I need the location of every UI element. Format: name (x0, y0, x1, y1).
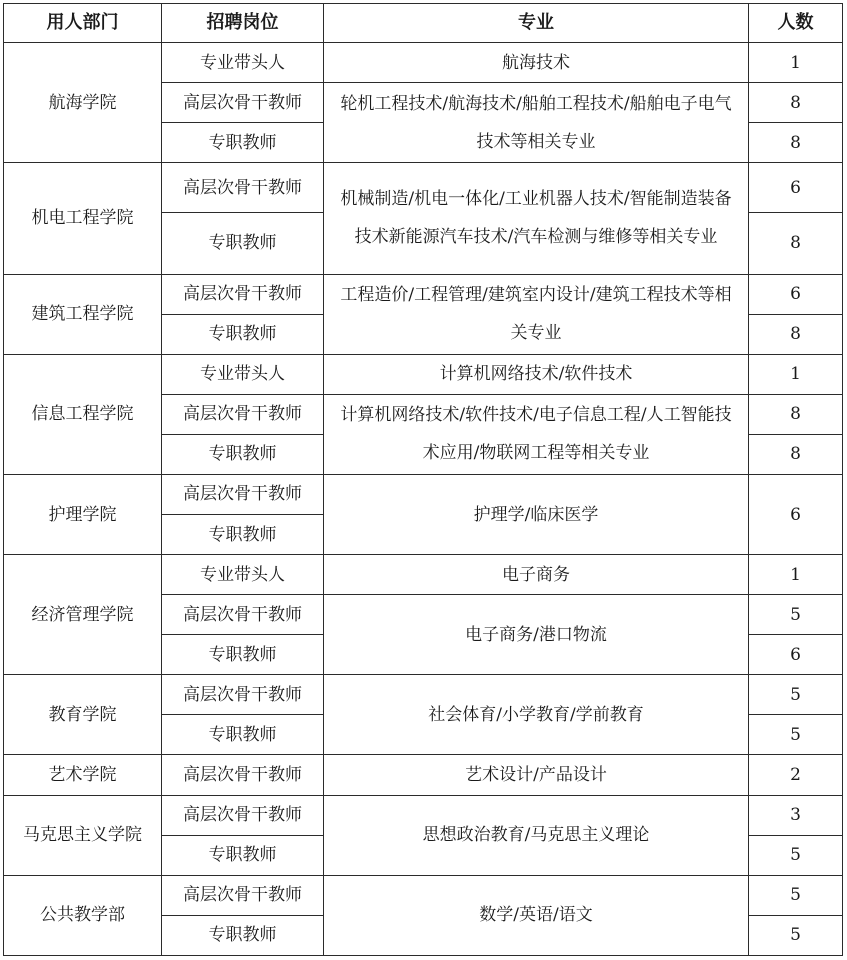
major-cell: 轮机工程技术/航海技术/船舶工程技术/船舶电子电气技术等相关专业 (324, 83, 749, 163)
position-cell: 专职教师 (162, 715, 324, 755)
position-cell: 专职教师 (162, 314, 324, 354)
major-cell: 电子商务/港口物流 (324, 595, 749, 675)
table-row (4, 274, 843, 314)
position-cell: 专职教师 (162, 635, 324, 675)
position-cell: 高层次骨干教师 (162, 875, 324, 915)
count-cell: 5 (749, 715, 843, 755)
position-cell: 高层次骨干教师 (162, 474, 324, 514)
dept-cell: 经济管理学院 (4, 555, 162, 675)
major-cell: 数学/英语/语文 (324, 875, 749, 955)
count-cell: 5 (749, 915, 843, 955)
dept-cell: 公共教学部 (4, 875, 162, 955)
table-row (4, 474, 843, 514)
count-cell: 5 (749, 875, 843, 915)
count-cell: 6 (749, 635, 843, 675)
major-cell: 航海技术 (324, 43, 749, 83)
dept-cell: 机电工程学院 (4, 163, 162, 274)
major-cell: 思想政治教育/马克思主义理论 (324, 795, 749, 875)
count-cell: 1 (749, 43, 843, 83)
table-row (4, 354, 843, 394)
count-cell: 8 (749, 123, 843, 163)
position-cell: 专业带头人 (162, 555, 324, 595)
count-cell: 6 (749, 163, 843, 213)
recruitment-table (3, 3, 843, 956)
position-cell: 专业带头人 (162, 354, 324, 394)
count-cell: 6 (749, 474, 843, 554)
major-cell: 护理学/临床医学 (324, 474, 749, 554)
dept-cell: 护理学院 (4, 474, 162, 554)
count-cell: 8 (749, 394, 843, 434)
position-cell: 专职教师 (162, 213, 324, 274)
dept-cell: 航海学院 (4, 43, 162, 163)
count-cell: 5 (749, 675, 843, 715)
major-cell: 工程造价/工程管理/建筑室内设计/建筑工程技术等相关专业 (324, 274, 749, 354)
dept-cell: 艺术学院 (4, 755, 162, 795)
major-cell: 电子商务 (324, 555, 749, 595)
count-cell: 5 (749, 595, 843, 635)
major-cell: 社会体育/小学教育/学前教育 (324, 675, 749, 755)
position-cell: 专职教师 (162, 915, 324, 955)
major-cell: 计算机网络技术/软件技术 (324, 354, 749, 394)
position-cell: 高层次骨干教师 (162, 394, 324, 434)
header-position: 招聘岗位 (162, 4, 324, 43)
position-cell: 高层次骨干教师 (162, 675, 324, 715)
dept-cell: 信息工程学院 (4, 354, 162, 474)
position-cell: 高层次骨干教师 (162, 755, 324, 795)
count-cell: 8 (749, 213, 843, 274)
position-cell: 专业带头人 (162, 43, 324, 83)
count-cell: 8 (749, 314, 843, 354)
position-cell: 高层次骨干教师 (162, 83, 324, 123)
count-cell: 1 (749, 354, 843, 394)
dept-cell: 马克思主义学院 (4, 795, 162, 875)
major-cell: 机械制造/机电一体化/工业机器人技术/智能制造装备技术新能源汽车技术/汽车检测与维修等相关专业 (324, 163, 749, 274)
position-cell: 高层次骨干教师 (162, 595, 324, 635)
count-cell: 2 (749, 755, 843, 795)
count-cell: 8 (749, 83, 843, 123)
position-cell: 专职教师 (162, 434, 324, 474)
major-cell: 艺术设计/产品设计 (324, 755, 749, 795)
count-cell: 6 (749, 274, 843, 314)
position-cell: 专职教师 (162, 123, 324, 163)
table-row (4, 755, 843, 795)
position-cell: 专职教师 (162, 515, 324, 555)
header-major: 专业 (324, 4, 749, 43)
header-count: 人数 (749, 4, 843, 43)
table-row (4, 555, 843, 595)
count-cell: 5 (749, 835, 843, 875)
position-cell: 高层次骨干教师 (162, 274, 324, 314)
count-cell: 3 (749, 795, 843, 835)
table-row (4, 675, 843, 715)
table-row (4, 163, 843, 213)
table-row (4, 795, 843, 835)
table-row (4, 43, 843, 83)
dept-cell: 建筑工程学院 (4, 274, 162, 354)
major-cell: 计算机网络技术/软件技术/电子信息工程/人工智能技术应用/物联网工程等相关专业 (324, 394, 749, 474)
table-row (4, 875, 843, 915)
count-cell: 8 (749, 434, 843, 474)
header-department: 用人部门 (4, 4, 162, 43)
dept-cell: 教育学院 (4, 675, 162, 755)
position-cell: 高层次骨干教师 (162, 795, 324, 835)
position-cell: 高层次骨干教师 (162, 163, 324, 213)
count-cell: 1 (749, 555, 843, 595)
header-row (4, 4, 843, 43)
position-cell: 专职教师 (162, 835, 324, 875)
